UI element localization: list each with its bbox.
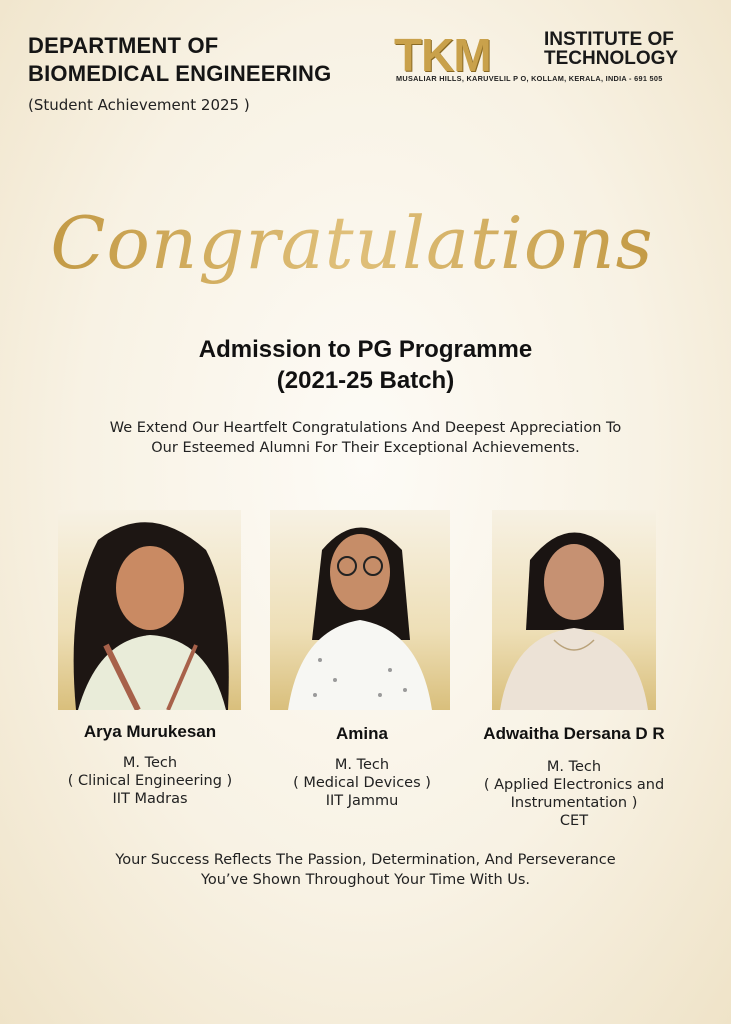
- student-details-3: [470, 758, 678, 830]
- student-photo-3: [492, 510, 656, 710]
- department-header: [28, 32, 331, 114]
- heading-line1: Admission to PG Programme: [198, 336, 533, 363]
- page-heading: [0, 334, 731, 396]
- student-name-2: Amina: [336, 724, 388, 743]
- student-3-specialization-line1: ( Applied Electronics and: [483, 777, 665, 793]
- footer-line1: Your Success Reflects The Passion, Determination, And Perseverance: [115, 852, 616, 868]
- student-photo-1: [58, 510, 241, 710]
- congratulations-script: [0, 190, 731, 315]
- institute-name-line2: TECHNOLOGY: [544, 48, 679, 69]
- tkm-logo-text: TKM: [394, 29, 491, 81]
- student-name-1: Arya Murukesan: [83, 722, 217, 741]
- student-details-2: [262, 756, 462, 810]
- student-2-degree: M. Tech: [334, 757, 390, 773]
- student-3-institution: CET: [559, 813, 589, 829]
- student-1-institution: IIT Madras: [112, 791, 188, 807]
- student-1-specialization: ( Clinical Engineering ): [67, 773, 233, 789]
- student-card-3: [470, 508, 678, 838]
- student-2-specialization: ( Medical Devices ): [293, 775, 431, 791]
- student-card-2: [262, 508, 462, 828]
- intro-line1: We Extend Our Heartfelt Congratulations And Deepest Appreciation To: [109, 420, 622, 436]
- heading-line2: (2021-25 Batch): [276, 367, 455, 394]
- department-title-line2: BIOMEDICAL ENGINEERING: [28, 61, 332, 86]
- institute-logo: [394, 30, 704, 90]
- institute-name-line1: INSTITUTE OF: [544, 29, 674, 50]
- institute-address: MUSALIAR HILLS, KARUVELIL P O, KOLLAM, KERALA, INDIA - 691 505: [396, 74, 663, 83]
- intro-text: [60, 418, 671, 458]
- footer-message: [40, 850, 691, 890]
- student-1-degree: M. Tech: [122, 755, 178, 771]
- student-photo-2: [270, 510, 450, 710]
- student-details-1: [46, 754, 254, 808]
- student-3-degree: M. Tech: [546, 759, 602, 775]
- congratulations-text: Congratulations: [50, 201, 654, 285]
- department-subtitle: (Student Achievement 2025 ): [28, 96, 250, 114]
- student-name-3: Adwaitha Dersana D R: [483, 724, 665, 743]
- student-2-institution: IIT Jammu: [325, 793, 399, 809]
- footer-line2: You’ve Shown Throughout Your Time With Us.: [200, 872, 531, 888]
- intro-line2: Our Esteemed Alumni For Their Exceptional Achievements.: [151, 440, 580, 456]
- student-3-specialization-line2: Instrumentation ): [510, 795, 638, 811]
- institute-name: [544, 30, 678, 68]
- department-title-line1: DEPARTMENT OF: [28, 33, 219, 58]
- student-card-1: [46, 508, 254, 828]
